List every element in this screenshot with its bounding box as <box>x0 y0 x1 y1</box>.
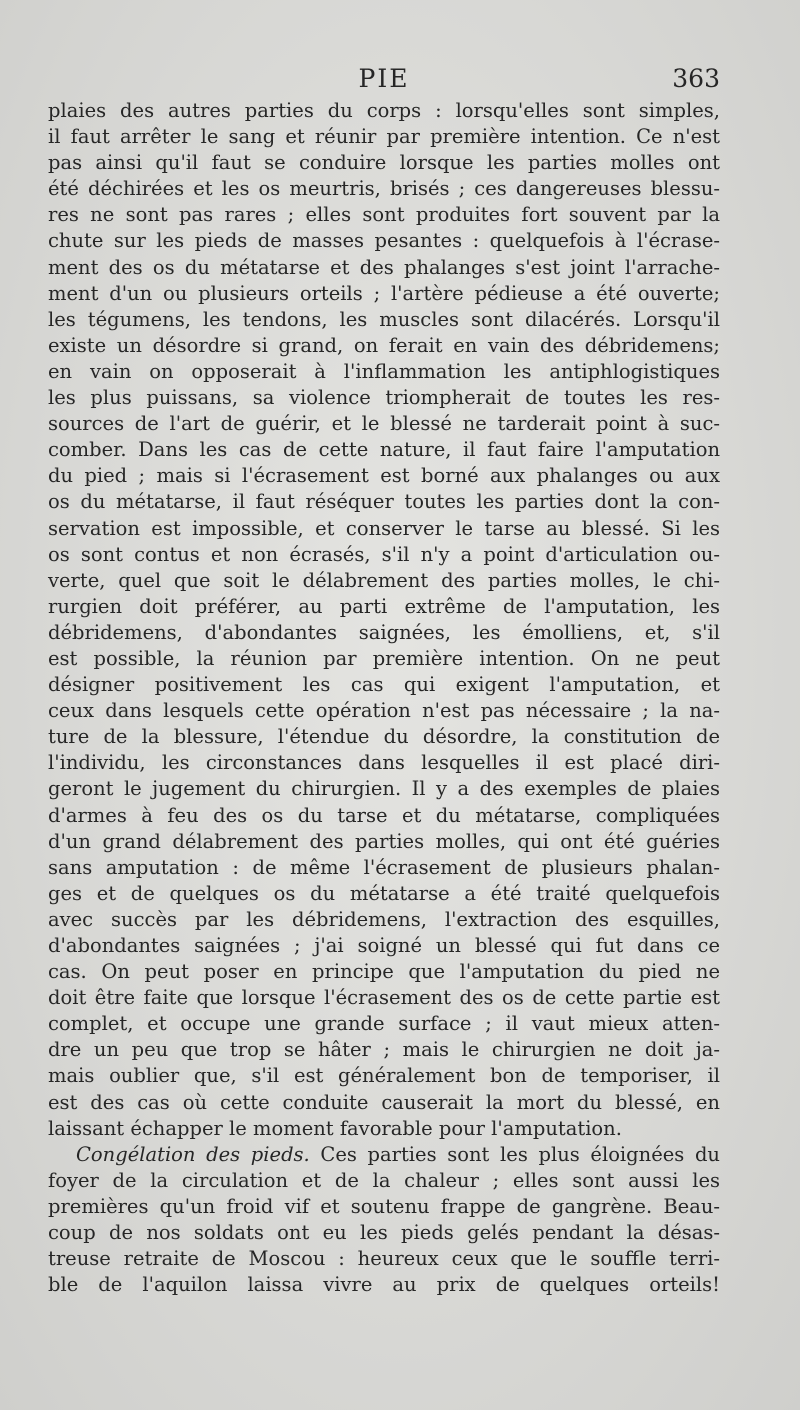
text-line: ment d'un ou plusieurs orteils ; l'artère pédieuse a été ouverte; <box>48 281 720 305</box>
text-line: complet, et occupe une grande surface ; il vaut mieux atten- <box>48 1012 720 1036</box>
text-line: res ne sont pas rares ; elles sont produites fort souvent par la <box>48 203 720 227</box>
text-line: servation est impossible, et conserver le tarse au blessé. Si les <box>48 516 720 540</box>
text-line: est des cas où cette conduite causerait la mort du blessé, en <box>48 1090 720 1114</box>
text-line: désigner positivement les cas qui exigent l'amputation, et <box>48 673 720 697</box>
text-line: os du métatarse, il faut réséquer toutes les parties dont la con- <box>48 490 720 514</box>
text-line: chute sur les pieds de masses pesantes : quelquefois à l'écrase- <box>48 229 720 253</box>
text-line: il faut arrêter le sang et réunir par première intention. Ce n'est <box>48 125 720 149</box>
running-head <box>48 64 720 100</box>
text-line: dre un peu que trop se hâter ; mais le chirurgien ne doit ja- <box>48 1038 720 1062</box>
text-line: été déchirées et les os meurtris, brisés ; ces dangereuses blessu- <box>48 177 720 201</box>
running-head-title: PIE <box>358 64 410 93</box>
text-line: geront le jugement du chirurgien. Il y a des exemples de plaies <box>48 777 720 801</box>
text-line: laissant échapper le moment favorable pour l'amputation. <box>48 1116 622 1140</box>
paragraph-2 <box>48 1142 720 1299</box>
text-line: sources de l'art de guérir, et le blessé ne tarderait point à suc- <box>48 412 720 436</box>
section-heading: Congélation des pieds. <box>76 1142 310 1166</box>
text-line: os sont contus et non écrasés, s'il n'y a point d'articulation ou- <box>48 542 720 566</box>
text-line: doit être faite que lorsque l'écrasement des os de cette partie est <box>48 986 720 1010</box>
text-line: débridemens, d'abondantes saignées, les émolliens, et, s'il <box>48 620 720 644</box>
text-line: avec succès par les débridemens, l'extraction des esquilles, <box>48 907 720 931</box>
text-line: en vain on opposerait à l'inflammation les antiphlogistiques <box>48 359 720 383</box>
text-line: coup de nos soldats ont eu les pieds gelés pendant la désas- <box>48 1221 720 1245</box>
body-text <box>48 98 720 1298</box>
text-line: pas ainsi qu'il faut se conduire lorsque les parties molles ont <box>48 151 720 175</box>
text-line: mais oublier que, s'il est généralement bon de temporiser, il <box>48 1064 720 1088</box>
text-line: les plus puissans, sa violence triompherait de toutes les res- <box>48 386 720 410</box>
page-number: 363 <box>672 64 720 93</box>
text-line: l'individu, les circonstances dans lesquelles il est placé diri- <box>48 751 720 775</box>
text-line: rurgien doit préférer, au parti extrême de l'amputation, les <box>48 594 720 618</box>
text-line: sans amputation : de même l'écrasement de plusieurs phalan- <box>48 855 720 879</box>
text-line: premières qu'un froid vif et soutenu frappe de gangrène. Beau- <box>48 1194 720 1218</box>
text-line: d'abondantes saignées ; j'ai soigné un blessé qui fut dans ce <box>48 934 720 957</box>
text-line: ment des os du métatarse et des phalanges s'est joint l'arrache- <box>48 255 720 279</box>
text-line: plaies des autres parties du corps : lorsqu'elles sont simples, <box>48 99 720 122</box>
text-line: du pied ; mais si l'écrasement est borné aux phalanges ou aux <box>48 464 720 488</box>
paragraph-1 <box>48 98 720 1142</box>
text-line: existe un désordre si grand, on ferait en vain des débridemens; <box>48 333 720 357</box>
text-line: ceux dans lesquels cette opération n'est pas nécessaire ; la na- <box>48 699 720 723</box>
text-line: comber. Dans les cas de cette nature, il faut faire l'amputation <box>48 438 720 462</box>
text-line: est possible, la réunion par première intention. On ne peut <box>48 646 720 670</box>
text-line: ges et de quelques os du métatarse a été traité quelquefois <box>48 881 720 905</box>
text-line: ble de l'aquilon laissa vivre au prix de quelques orteils! <box>48 1273 720 1297</box>
text-line: foyer de la circulation et de la chaleur ; elles sont aussi les <box>48 1168 720 1192</box>
text-line: verte, quel que soit le délabrement des parties molles, le chi- <box>48 568 720 592</box>
text-line: cas. On peut poser en principe que l'amputation du pied ne <box>48 960 720 984</box>
text-line: les tégumens, les tendons, les muscles sont dilacérés. Lorsqu'il <box>48 307 720 331</box>
text-line <box>48 1142 720 1168</box>
text-line: ture de la blessure, l'étendue du désordre, la constitution de <box>48 725 720 749</box>
text-line: d'armes à feu des os du tarse et du métatarse, compliquées <box>48 803 720 827</box>
text-line: treuse retraite de Moscou : heureux ceux que le souffle terri- <box>48 1247 720 1271</box>
text-line: d'un grand délabrement des parties molles, qui ont été guéries <box>48 829 720 853</box>
text-run: Ces parties sont les plus éloignées du <box>309 1142 720 1166</box>
